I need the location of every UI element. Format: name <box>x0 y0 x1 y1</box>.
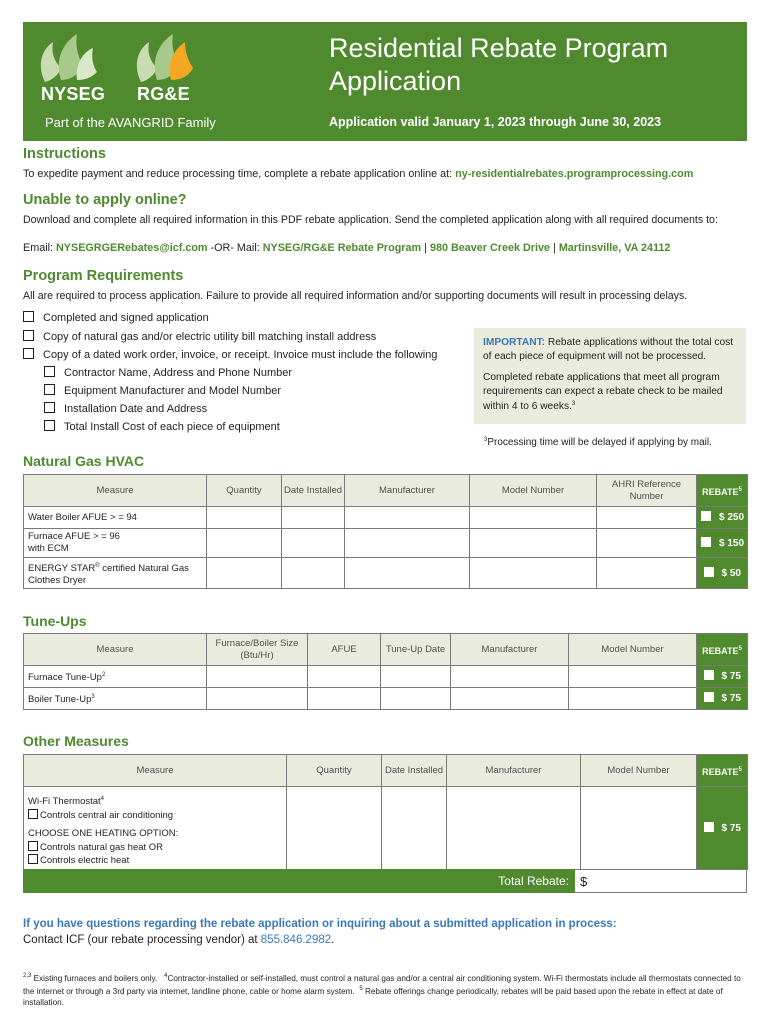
requirement-checkbox[interactable] <box>23 330 34 341</box>
processing-note: Completed rebate applications that meet all program requirements can expect a rebate check to be mailed within 4 to 6 weeks.$^3$ <box>483 372 723 412</box>
contact-line: Contact ICF (our rebate processing vendor) at 855.846.2982. <box>23 934 335 946</box>
col-rebate: REBATE$^5$ <box>697 634 748 666</box>
phone-link[interactable]: 855.846.2982 <box>260 934 332 946</box>
model-field[interactable] <box>569 688 697 710</box>
email-label: Email: <box>23 242 56 254</box>
col-date-installed: Date Installed <box>282 475 345 507</box>
tagline: Part of the AVANGRID Family <box>45 115 216 130</box>
rge-wordmark: RG&E <box>137 84 190 104</box>
model-field[interactable] <box>470 558 597 589</box>
online-url-link[interactable]: ny-residentialrebates.programprocessing.com <box>455 168 694 180</box>
nyseg-logo <box>31 22 126 107</box>
rebate-cell: $ 75 <box>697 666 748 688</box>
rebate-checkbox[interactable] <box>701 537 711 547</box>
table-header-row <box>24 475 748 507</box>
validity-text: Application valid January 1, 2023 through June 30, 2023 <box>329 115 662 129</box>
sub-item-checkbox[interactable] <box>44 402 55 413</box>
col-manufacturer: Manufacturer <box>345 475 470 507</box>
ahri-field[interactable] <box>597 558 697 589</box>
table-header-row <box>24 755 748 787</box>
mail-delay-note: $^3$Processing time will be delayed if applying by mail. <box>484 437 712 448</box>
quantity-field[interactable] <box>207 558 282 589</box>
or-mail-label: -OR- Mail: <box>207 242 263 254</box>
instructions-heading: Instructions <box>23 146 106 162</box>
col-manufacturer: Manufacturer <box>447 755 581 787</box>
invoice-sub-item: Total Install Cost of each piece of equipment <box>44 420 280 433</box>
important-note-box <box>474 328 746 424</box>
manufacturer-field[interactable] <box>345 507 470 529</box>
separator: | <box>421 242 430 254</box>
requirement-item: Copy of natural gas and/or electric utility bill matching install address <box>23 330 376 343</box>
rebate-cell: $ 50 <box>697 558 748 589</box>
measure-cell: ENERGY STAR® certified Natural Gas Clothes Dryer <box>24 558 207 589</box>
instructions-text <box>23 168 693 180</box>
tuneups-table <box>23 633 748 710</box>
table-row <box>24 688 748 710</box>
date-field[interactable] <box>282 529 345 558</box>
afue-field[interactable] <box>308 666 381 688</box>
measure-cell: Furnace Tune-Up$^2$ <box>24 666 207 688</box>
electric-heat-checkbox[interactable] <box>28 854 38 864</box>
table-header-row <box>24 634 748 666</box>
col-measure: Measure <box>24 475 207 507</box>
model-field[interactable] <box>470 507 597 529</box>
mail-name: NYSEG/RG&E Rebate Program <box>262 242 422 254</box>
col-afue: AFUE <box>308 634 381 666</box>
important-note: IMPORTANT: Rebate applications without the total cost of each piece of equipment will not be processed. <box>483 337 734 362</box>
date-field[interactable] <box>381 688 451 710</box>
total-rebate-bar <box>23 869 575 893</box>
central-ac-checkbox[interactable] <box>28 809 38 819</box>
col-date-installed: Date Installed <box>382 755 447 787</box>
table-row <box>24 507 748 529</box>
table-row <box>24 787 748 870</box>
measure-cell: Furnace AFUE > = 96 with ECM <box>24 529 207 558</box>
mail-street: 980 Beaver Creek Drive <box>429 242 550 254</box>
col-measure: Measure <box>24 755 287 787</box>
model-field[interactable] <box>470 529 597 558</box>
date-field[interactable] <box>282 507 345 529</box>
col-rebate: REBATE$^5$ <box>697 475 748 507</box>
instructions-body: To expedite payment and reduce processing time, complete a rebate application online at: <box>23 168 456 180</box>
model-field[interactable] <box>581 787 697 870</box>
col-quantity: Quantity <box>207 475 282 507</box>
measure-cell: Wi-Fi Thermostat$^4$ Controls central air conditioning CHOOSE ONE HEATING OPTION: Controls natural gas heat OR Controls electric heat <box>24 787 287 870</box>
manufacturer-field[interactable] <box>447 787 581 870</box>
separator: | <box>550 242 559 254</box>
requirement-checkbox[interactable] <box>23 348 34 359</box>
questions-text: If you have questions regarding the rebate application or inquiring about a submitted application in process: <box>23 918 617 930</box>
total-rebate-field[interactable]: $ <box>575 869 747 893</box>
sub-item-checkbox[interactable] <box>44 366 55 377</box>
table-row <box>24 558 748 589</box>
ahri-field[interactable] <box>597 529 697 558</box>
col-rebate: REBATE$^5$ <box>697 755 748 787</box>
email-link[interactable]: NYSEGRGERebates@icf.com <box>56 242 208 254</box>
rebate-cell: $ 250 <box>697 507 748 529</box>
date-field[interactable] <box>282 558 345 589</box>
offline-text: Download and complete all required information in this PDF rebate application. Send the completed application along with all required documents to: <box>23 214 718 226</box>
rebate-checkbox[interactable] <box>704 692 714 702</box>
invoice-sub-item: Equipment Manufacturer and Model Number <box>44 384 281 397</box>
title-line-2: Application <box>329 66 462 96</box>
requirements-intro: All are required to process application. Failure to provide all required information and/or supporting documents will result in processing delays. <box>23 290 688 302</box>
quantity-field[interactable] <box>207 529 282 558</box>
rge-logo <box>127 22 222 107</box>
table-row <box>24 666 748 688</box>
rebate-checkbox[interactable] <box>701 511 711 521</box>
offline-heading: Unable to apply online? <box>23 192 187 208</box>
col-model-number: Model Number <box>569 634 697 666</box>
size-field[interactable] <box>207 688 308 710</box>
date-field[interactable] <box>381 666 451 688</box>
manufacturer-field[interactable] <box>451 688 569 710</box>
quantity-field[interactable] <box>207 507 282 529</box>
manufacturer-field[interactable] <box>345 529 470 558</box>
page-title <box>329 32 668 98</box>
model-field[interactable] <box>569 666 697 688</box>
hvac-heading: Natural Gas HVAC <box>23 453 145 469</box>
other-table <box>23 754 748 870</box>
col-model-number: Model Number <box>581 755 697 787</box>
sub-item-checkbox[interactable] <box>44 420 55 431</box>
measure-cell: Water Boiler AFUE > = 94 <box>24 507 207 529</box>
nyseg-wordmark: NYSEG <box>41 84 106 104</box>
col-manufacturer: Manufacturer <box>451 634 569 666</box>
col-tuneup-date: Tune-Up Date <box>381 634 451 666</box>
col-ahri-number: AHRI Reference Number <box>597 475 697 507</box>
requirements-heading: Program Requirements <box>23 268 184 284</box>
requirement-checkbox[interactable] <box>23 311 34 322</box>
rebate-cell: $ 75 <box>697 787 748 870</box>
measure-cell: Boiler Tune-Up$^3$ <box>24 688 207 710</box>
quantity-field[interactable] <box>287 787 382 870</box>
ahri-field[interactable] <box>597 507 697 529</box>
rebate-checkbox[interactable] <box>704 670 714 680</box>
table-row <box>24 529 748 558</box>
col-model-number: Model Number <box>470 475 597 507</box>
mail-city: Martinsville, VA 24112 <box>558 242 671 254</box>
hvac-table <box>23 474 748 589</box>
col-measure: Measure <box>24 634 207 666</box>
offline-contact-line <box>23 242 670 254</box>
col-size: Furnace/Boiler Size (Btu/Hr) <box>207 634 308 666</box>
footnotes: $^{2,3}$ Existing furnaces and boilers only. $^4$Contractor-installed or self-installed, must control a natural gas and/or a central air conditioning system. Wi-Fi thermostats include all thermostats connected to the internet or through a 3rd party via internet, landline phone, cable or home alarm system. $^5$ Rebate offerings change periodically, rebates will be paid based upon the rebate in effect at date of installation. <box>23 973 741 1007</box>
rebate-cell: $ 75 <box>697 688 748 710</box>
sub-item-checkbox[interactable] <box>44 384 55 395</box>
title-line-1: Residential Rebate Program <box>329 33 669 63</box>
total-rebate-label: Total Rebate: <box>498 874 569 888</box>
size-field[interactable] <box>207 666 308 688</box>
requirement-item: Completed and signed application <box>23 311 209 324</box>
manufacturer-field[interactable] <box>451 666 569 688</box>
rebate-checkbox[interactable] <box>704 822 714 832</box>
afue-field[interactable] <box>308 688 381 710</box>
requirement-item: Copy of a dated work order, invoice, or receipt. Invoice must include the following <box>23 348 437 361</box>
col-quantity: Quantity <box>287 755 382 787</box>
invoice-sub-item: Contractor Name, Address and Phone Number <box>44 366 292 379</box>
rebate-checkbox[interactable] <box>704 567 714 577</box>
date-field[interactable] <box>382 787 447 870</box>
rebate-cell: $ 150 <box>697 529 748 558</box>
invoice-sub-item: Installation Date and Address <box>44 402 207 415</box>
other-heading: Other Measures <box>23 733 129 749</box>
tuneups-heading: Tune-Ups <box>23 613 87 629</box>
manufacturer-field[interactable] <box>345 558 470 589</box>
gas-heat-checkbox[interactable] <box>28 841 38 851</box>
header-banner <box>23 22 747 141</box>
